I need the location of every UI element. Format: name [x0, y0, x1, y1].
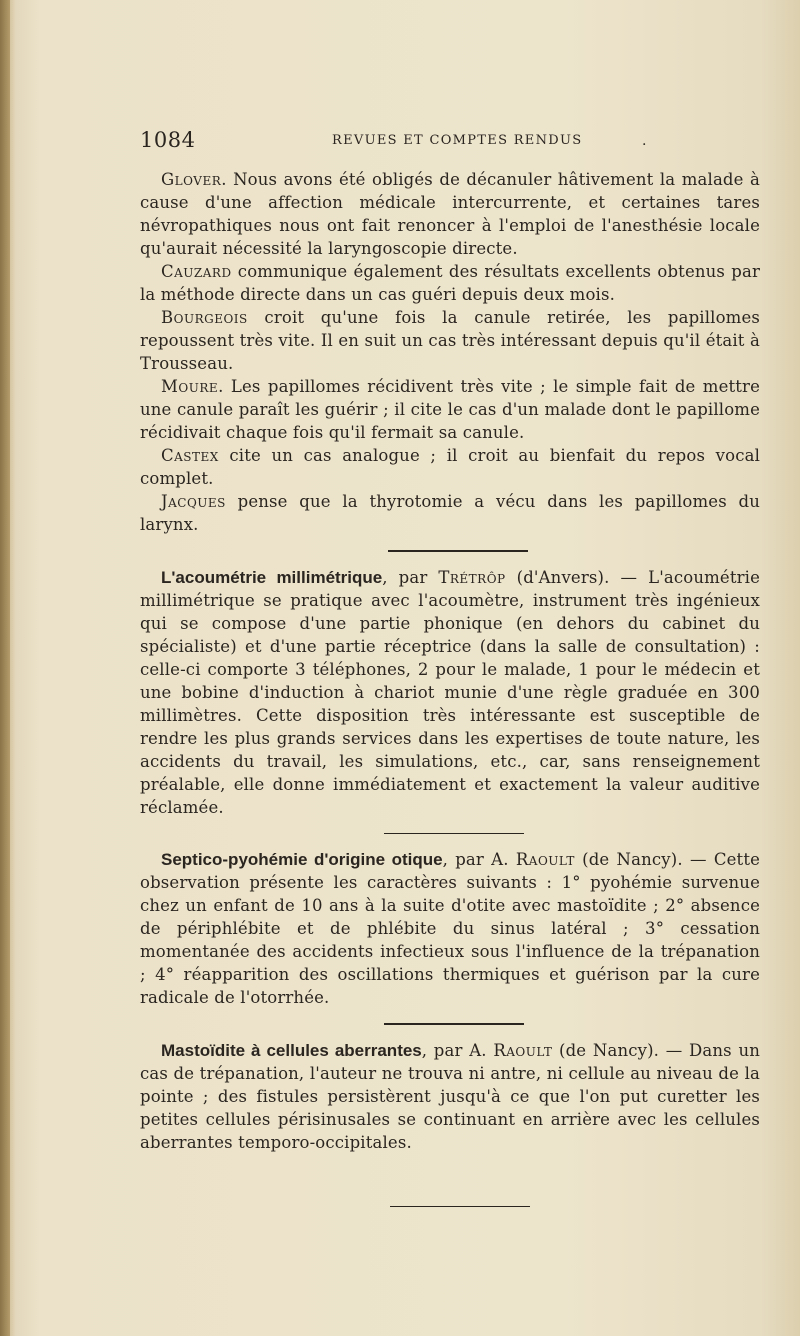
running-head-title: REVUES ET COMPTES RENDUS [332, 133, 583, 148]
article-body: Dans un cas de trépanation, l'auteur ne trouva ni antre, ni cellule au niveau de la pointe ; des fistules persistèrent jusqu'à ce que l'on put curetter les petites cellules périsinusales se continuant en arrière avec les cellules aberrantes temporo-occipitales. [140, 1040, 760, 1152]
discussion-section [140, 168, 760, 536]
article-author: Raoult [515, 850, 575, 869]
paragraph-text: . Les papillomes récidivent très vite ; le simple fait de mettre une canule paraît les guérir ; il cite le cas d'un malade dont le papillome récidivait chaque fois qu'il fermait sa canule. [140, 377, 760, 442]
running-header [140, 128, 760, 158]
discussion-paragraph [140, 490, 760, 536]
speaker-name: Bourgeois [161, 308, 248, 327]
book-spine-shadow [0, 0, 10, 1336]
section-divider [384, 833, 524, 835]
discussion-paragraph [140, 260, 760, 306]
article-acoumetrie [140, 566, 760, 819]
header-dot: . [642, 133, 647, 149]
article-septico-pyohemie [140, 848, 760, 1009]
speaker-name: Glover [161, 170, 222, 189]
article-title: L'acoumétrie millimétrique [161, 567, 383, 587]
article-title: Mastoïdite à cellules aberrantes [161, 1040, 422, 1060]
paragraph-text: croit qu'une fois la canule retirée, les papillomes repoussent très vite. Il en suit un cas très intéressant depuis qu'il était à Trousseau. [140, 308, 760, 373]
article-origin: (d'Anvers). — [505, 567, 649, 587]
paragraph-text: pense que la thyrotomie a vécu dans les papillomes du larynx. [140, 492, 760, 534]
article-body: Cette observation présente les caractères suivants : 1° pyohémie survenue chez un enfant de 10 ans à la suite d'otite avec mastoïdite ; 2° absence de périphlébite et de phlébite du sinus latéral ; 3° cessation momentanée des accidents infectieux sous l'influence de la trépanation ; 4° réapparition des oscillations thermiques et guérison par la cure radicale de l'otorrhée. [140, 850, 761, 1007]
page-content [140, 128, 760, 1221]
end-divider [390, 1206, 530, 1208]
section-divider [384, 1023, 524, 1025]
article-mastoidite [140, 1039, 760, 1154]
speaker-name: Jacques [161, 492, 226, 511]
article-author: Raoult [493, 1040, 553, 1060]
section-divider [388, 550, 528, 552]
article-by: , par A. [421, 1040, 494, 1060]
discussion-paragraph [140, 444, 760, 490]
paragraph-text: . Nous avons été obligés de décanuler hâtivement la malade à cause d'une affection médicale intercurrente, et certaines tares névropathiques nous ont fait renoncer à l'emploi de l'anesthésie locale qu'aurait nécessité la laryngoscopie directe. [140, 170, 760, 258]
page-number: 1084 [140, 128, 196, 152]
article-origin: (de Nancy). — [552, 1040, 690, 1060]
speaker-name: Cauzard [161, 262, 232, 281]
article-body: L'acoumétrie millimétrique se pratique avec l'acoumètre, instrument très ingénieux qui se compose d'une partie phonique (en dehors du cabinet du spécialiste) et d'une partie réceptrice (dans la salle de consultation) : celle-ci comporte 3 téléphones, 2 pour le malade, 1 pour le médecin et une bobine d'induction à chariot munie d'une règle graduée en 300 millimètres. Cette disposition très intéressante est susceptible de rendre les plus grands services dans les expertises de toute nature, les accidents du travail, les simulations, etc., car, sans renseignement préalable, elle donne immédiatement et exactement la valeur auditive réclamée. [140, 567, 760, 817]
speaker-name: Moure [161, 377, 219, 396]
article-origin: (de Nancy). — [574, 850, 714, 869]
article-by: , par [382, 567, 439, 587]
article-by: , par A. [442, 850, 516, 869]
paragraph-text: cite un cas analogue ; il croit au bienfait du repos vocal complet. [140, 446, 760, 488]
discussion-paragraph [140, 306, 760, 375]
paragraph-text: communique également des résultats excellents obtenus par la méthode directe dans un cas guéri depuis deux mois. [140, 262, 760, 304]
article-author: Trétrôp [438, 567, 506, 587]
discussion-paragraph [140, 375, 760, 444]
article-title: Septico-pyohémie d'origine otique [161, 850, 443, 869]
discussion-paragraph [140, 168, 760, 260]
speaker-name: Castex [161, 446, 219, 465]
